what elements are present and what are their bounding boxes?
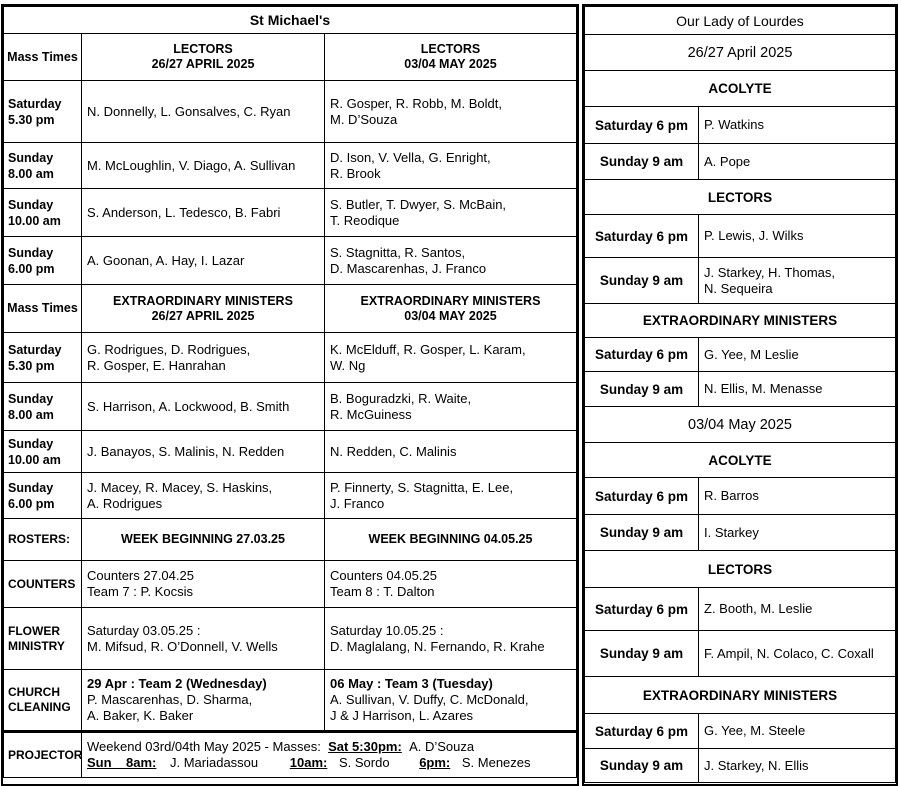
ministers-sat-week1: G. Yee, M Leslie: [699, 338, 896, 372]
lectors-heading-week2: LECTORS: [585, 551, 896, 588]
lectors-names-week1: N. Donnelly, L. Gonsalves, C. Ryan: [82, 81, 325, 143]
mass-time-sun: Sunday 9 am: [585, 372, 699, 407]
ministers-sun-week2: J. Starkey, N. Ellis: [699, 749, 896, 783]
flower-ministry-week2: Saturday 10.05.25 : D. Maglalang, N. Fernando, R. Krahe: [325, 608, 577, 670]
lectors-names-week2: R. Gosper, R. Robb, M. Boldt, M. D’Souza: [325, 81, 577, 143]
lectors-names-week2: S. Stagnitta, R. Santos, D. Mascarenhas, J. Franco: [325, 237, 577, 285]
lectors-sat-week2: Z. Booth, M. Leslie: [699, 588, 896, 631]
ministers-header-week1: EXTRAORDINARY MINISTERS 26/27 APRIL 2025: [82, 285, 325, 333]
lectors-sun-week2: F. Ampil, N. Colaco, C. Coxall: [699, 631, 896, 677]
mass-time-cell: Saturday 5.30 pm: [4, 333, 82, 383]
mass-time-sat: Saturday 6 pm: [585, 714, 699, 749]
lourdes-title: Our Lady of Lourdes: [585, 7, 896, 35]
mass-time-sat: Saturday 6 pm: [585, 338, 699, 372]
lourdes-roster-table: [584, 6, 896, 783]
acolyte-sun-week1: A. Pope: [699, 144, 896, 180]
ministers-heading-week2: EXTRAORDINARY MINISTERS: [585, 677, 896, 714]
ministers-names-week1: S. Harrison, A. Lockwood, B. Smith: [82, 383, 325, 431]
ministers-names-week1: G. Rodrigues, D. Rodrigues, R. Gosper, E. Hanrahan: [82, 333, 325, 383]
ministers-names-week2: N. Redden, C. Malinis: [325, 431, 577, 473]
mass-time-sat: Saturday 6 pm: [585, 107, 699, 144]
projector-6pm-label: 6pm:: [419, 755, 451, 770]
st-michaels-title: St Michael's: [4, 7, 577, 34]
projector-sun-name: J. Mariadassou: [169, 755, 259, 770]
ministers-names-week2: K. McElduff, R. Gosper, L. Karam, W. Ng: [325, 333, 577, 383]
mass-time-sun: Sunday 9 am: [585, 144, 699, 180]
lectors-header-week1: LECTORS 26/27 APRIL 2025: [82, 34, 325, 81]
ministers-names-week1: J. Macey, R. Macey, S. Haskins, A. Rodrigues: [82, 473, 325, 519]
lectors-sun-week1: J. Starkey, H. Thomas, N. Sequeira: [699, 258, 896, 304]
counters-label: COUNTERS: [4, 561, 82, 608]
our-lady-of-lourdes-panel: [582, 4, 898, 786]
lectors-header-week2: LECTORS 03/04 MAY 2025: [325, 34, 577, 81]
acolyte-sun-week2: I. Starkey: [699, 515, 896, 551]
counters-week2: Counters 04.05.25 Team 8 : T. Dalton: [325, 561, 577, 608]
projector-6pm-name: S. Menezes: [461, 755, 531, 770]
acolyte-sat-week2: R. Barros: [699, 478, 896, 515]
mass-time-sun: Sunday 9 am: [585, 631, 699, 677]
mass-time-cell: Sunday 8.00 am: [4, 383, 82, 431]
acolyte-heading-week1: ACOLYTE: [585, 71, 896, 107]
lectors-names-week2: D. Ison, V. Vella, G. Enright, R. Brook: [325, 143, 577, 189]
mass-time-sun: Sunday 9 am: [585, 749, 699, 783]
ministers-names-week2: B. Boguradzki, R. Waite, R. McGuiness: [325, 383, 577, 431]
projector-label: PROJECTOR: [4, 732, 82, 778]
church-cleaning-week2: 06 May : Team 3 (Tuesday) A. Sullivan, V. Duffy, C. McDonald, J & J Harrison, L. Azares: [325, 670, 577, 732]
projector-sat-label: Sat 5:30pm:: [328, 739, 402, 754]
mass-times-header: Mass Times: [4, 285, 82, 333]
projector-sat-name: A. D’Souza: [409, 739, 475, 754]
mass-time-sat: Saturday 6 pm: [585, 588, 699, 631]
rosters-week1: WEEK BEGINNING 27.03.25: [82, 519, 325, 561]
projector-intro: Weekend 03rd/04th May 2025 - Masses:: [87, 739, 321, 754]
ministers-names-week1: J. Banayos, S. Malinis, N. Redden: [82, 431, 325, 473]
projector-sun-label: Sun 8am:: [87, 755, 157, 770]
lectors-sat-week1: P. Lewis, J. Wilks: [699, 215, 896, 258]
lectors-names-week1: A. Goonan, A. Hay, I. Lazar: [82, 237, 325, 285]
ministers-sat-week2: G. Yee, M. Steele: [699, 714, 896, 749]
mass-time-cell: Sunday 6.00 pm: [4, 473, 82, 519]
mass-time-cell: Sunday 6.00 pm: [4, 237, 82, 285]
mass-time-cell: Sunday 10.00 am: [4, 189, 82, 237]
projector-10am-label: 10am:: [289, 755, 328, 770]
mass-times-header: Mass Times: [4, 34, 82, 81]
church-cleaning-week1: 29 Apr : Team 2 (Wednesday) P. Mascarenhas, D. Sharma, A. Baker, K. Baker: [82, 670, 325, 732]
mass-time-cell: Saturday 5.30 pm: [4, 81, 82, 143]
lectors-names-week1: M. McLoughlin, V. Diago, A. Sullivan: [82, 143, 325, 189]
church-cleaning-label: CHURCH CLEANING: [4, 670, 82, 732]
mass-time-sat: Saturday 6 pm: [585, 215, 699, 258]
projector-schedule: [82, 732, 577, 778]
lourdes-date-week2: 03/04 May 2025: [585, 407, 896, 443]
lectors-names-week1: S. Anderson, L. Tedesco, B. Fabri: [82, 189, 325, 237]
mass-time-cell: Sunday 10.00 am: [4, 431, 82, 473]
ministers-sun-week1: N. Ellis, M. Menasse: [699, 372, 896, 407]
st-michaels-panel: [1, 4, 579, 786]
rosters-label: ROSTERS:: [4, 519, 82, 561]
mass-time-sat: Saturday 6 pm: [585, 478, 699, 515]
flower-ministry-week1: Saturday 03.05.25 : M. Mifsud, R. O’Donnell, V. Wells: [82, 608, 325, 670]
projector-10am-name: S. Sordo: [338, 755, 390, 770]
st-michaels-roster-table: [3, 6, 577, 778]
lectors-names-week2: S. Butler, T. Dwyer, S. McBain, T. Reodique: [325, 189, 577, 237]
rosters-week2: WEEK BEGINNING 04.05.25: [325, 519, 577, 561]
ministers-names-week2: P. Finnerty, S. Stagnitta, E. Lee, J. Franco: [325, 473, 577, 519]
mass-time-cell: Sunday 8.00 am: [4, 143, 82, 189]
ministers-header-week2: EXTRAORDINARY MINISTERS 03/04 MAY 2025: [325, 285, 577, 333]
lourdes-date-week1: 26/27 April 2025: [585, 35, 896, 71]
mass-time-sun: Sunday 9 am: [585, 258, 699, 304]
flower-ministry-label: FLOWER MINISTRY: [4, 608, 82, 670]
acolyte-heading-week2: ACOLYTE: [585, 443, 896, 478]
mass-time-sun: Sunday 9 am: [585, 515, 699, 551]
counters-week1: Counters 27.04.25 Team 7 : P. Kocsis: [82, 561, 325, 608]
lectors-heading-week1: LECTORS: [585, 180, 896, 215]
ministers-heading-week1: EXTRAORDINARY MINISTERS: [585, 304, 896, 338]
acolyte-sat-week1: P. Watkins: [699, 107, 896, 144]
